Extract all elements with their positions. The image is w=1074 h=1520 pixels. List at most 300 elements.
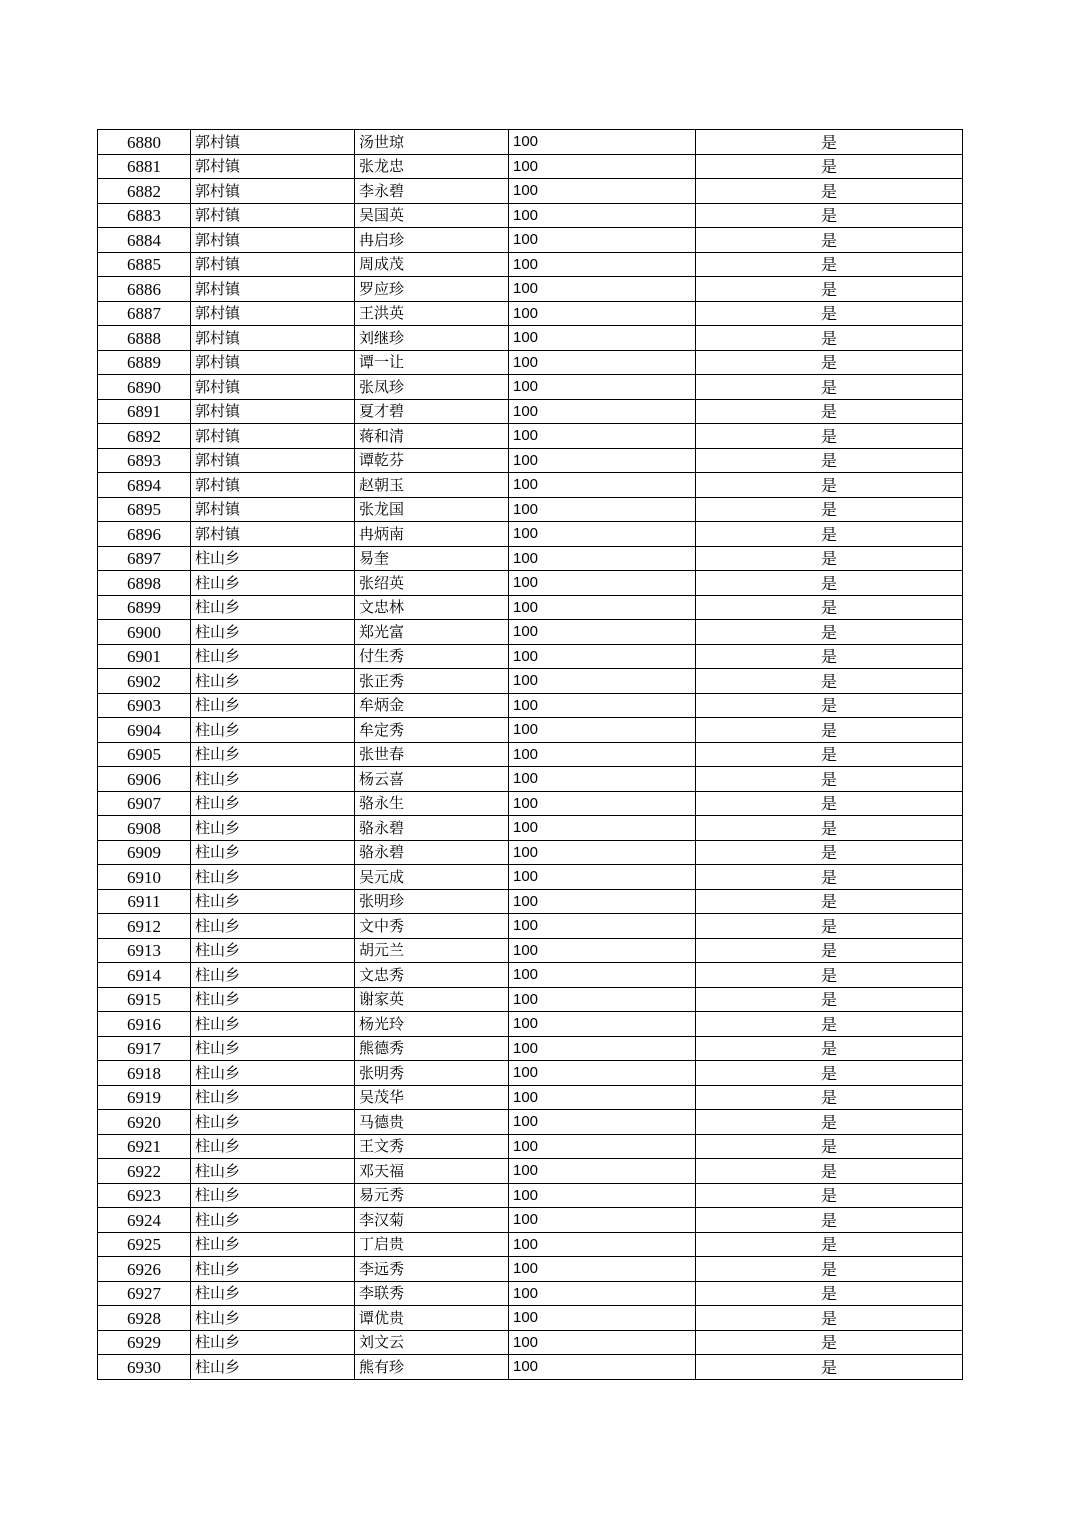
- table-row: [98, 1183, 963, 1208]
- town-cell: 郭村镇: [191, 473, 355, 498]
- amount-cell: 100: [509, 595, 696, 620]
- table-row: [98, 130, 963, 155]
- row-number-cell: 6920: [98, 1110, 191, 1135]
- amount-cell: 100: [509, 350, 696, 375]
- amount-cell: 100: [509, 1208, 696, 1233]
- town-cell: 柱山乡: [191, 1330, 355, 1355]
- person-name-cell: 胡元兰: [355, 938, 509, 963]
- person-name-cell: 张明秀: [355, 1061, 509, 1086]
- amount-cell: 100: [509, 252, 696, 277]
- town-cell: 柱山乡: [191, 620, 355, 645]
- table-row: [98, 914, 963, 939]
- town-cell: 柱山乡: [191, 1208, 355, 1233]
- amount-cell: 100: [509, 1159, 696, 1184]
- table-row: [98, 669, 963, 694]
- table-row: [98, 816, 963, 841]
- row-number-cell: 6930: [98, 1355, 191, 1380]
- town-cell: 郭村镇: [191, 154, 355, 179]
- flag-cell: 是: [696, 497, 963, 522]
- person-name-cell: 张绍英: [355, 571, 509, 596]
- amount-cell: 100: [509, 669, 696, 694]
- town-cell: 郭村镇: [191, 203, 355, 228]
- flag-cell: 是: [696, 301, 963, 326]
- row-number-cell: 6880: [98, 130, 191, 155]
- amount-cell: 100: [509, 889, 696, 914]
- flag-cell: 是: [696, 228, 963, 253]
- person-name-cell: 熊有珍: [355, 1355, 509, 1380]
- town-cell: 柱山乡: [191, 644, 355, 669]
- person-name-cell: 吴国英: [355, 203, 509, 228]
- row-number-cell: 6907: [98, 791, 191, 816]
- flag-cell: 是: [696, 1134, 963, 1159]
- table-row: [98, 1036, 963, 1061]
- row-number-cell: 6890: [98, 375, 191, 400]
- row-number-cell: 6883: [98, 203, 191, 228]
- row-number-cell: 6919: [98, 1085, 191, 1110]
- row-number-cell: 6886: [98, 277, 191, 302]
- person-name-cell: 冉炳南: [355, 522, 509, 547]
- town-cell: 柱山乡: [191, 1355, 355, 1380]
- row-number-cell: 6892: [98, 424, 191, 449]
- flag-cell: 是: [696, 252, 963, 277]
- row-number-cell: 6926: [98, 1257, 191, 1282]
- flag-cell: 是: [696, 718, 963, 743]
- table-row: [98, 791, 963, 816]
- flag-cell: 是: [696, 791, 963, 816]
- table-row: [98, 742, 963, 767]
- table-row: [98, 1306, 963, 1331]
- town-cell: 柱山乡: [191, 963, 355, 988]
- row-number-cell: 6903: [98, 693, 191, 718]
- row-number-cell: 6889: [98, 350, 191, 375]
- flag-cell: 是: [696, 424, 963, 449]
- table-row: [98, 326, 963, 351]
- town-cell: 郭村镇: [191, 326, 355, 351]
- table-row: [98, 963, 963, 988]
- flag-cell: 是: [696, 1306, 963, 1331]
- table-row: [98, 718, 963, 743]
- row-number-cell: 6915: [98, 987, 191, 1012]
- person-name-cell: 蒋和清: [355, 424, 509, 449]
- person-name-cell: 谭优贵: [355, 1306, 509, 1331]
- table-row: [98, 1085, 963, 1110]
- row-number-cell: 6911: [98, 889, 191, 914]
- row-number-cell: 6901: [98, 644, 191, 669]
- table-row: [98, 987, 963, 1012]
- flag-cell: 是: [696, 1036, 963, 1061]
- amount-cell: 100: [509, 1012, 696, 1037]
- flag-cell: 是: [696, 693, 963, 718]
- table-row: [98, 644, 963, 669]
- amount-cell: 100: [509, 130, 696, 155]
- amount-cell: 100: [509, 522, 696, 547]
- flag-cell: 是: [696, 1232, 963, 1257]
- amount-cell: 100: [509, 1110, 696, 1135]
- row-number-cell: 6922: [98, 1159, 191, 1184]
- amount-cell: 100: [509, 203, 696, 228]
- person-name-cell: 李联秀: [355, 1281, 509, 1306]
- table-row: [98, 154, 963, 179]
- table-row: [98, 497, 963, 522]
- row-number-cell: 6896: [98, 522, 191, 547]
- amount-cell: 100: [509, 1134, 696, 1159]
- amount-cell: 100: [509, 179, 696, 204]
- flag-cell: 是: [696, 1012, 963, 1037]
- amount-cell: 100: [509, 865, 696, 890]
- row-number-cell: 6891: [98, 399, 191, 424]
- row-number-cell: 6925: [98, 1232, 191, 1257]
- amount-cell: 100: [509, 963, 696, 988]
- table-row: [98, 424, 963, 449]
- flag-cell: 是: [696, 326, 963, 351]
- amount-cell: 100: [509, 277, 696, 302]
- amount-cell: 100: [509, 1355, 696, 1380]
- town-cell: 郭村镇: [191, 130, 355, 155]
- table-row: [98, 1159, 963, 1184]
- person-name-cell: 汤世琼: [355, 130, 509, 155]
- row-number-cell: 6902: [98, 669, 191, 694]
- person-name-cell: 张明珍: [355, 889, 509, 914]
- person-name-cell: 文忠秀: [355, 963, 509, 988]
- row-number-cell: 6929: [98, 1330, 191, 1355]
- person-name-cell: 易奎: [355, 546, 509, 571]
- flag-cell: 是: [696, 620, 963, 645]
- amount-cell: 100: [509, 644, 696, 669]
- town-cell: 郭村镇: [191, 522, 355, 547]
- flag-cell: 是: [696, 1208, 963, 1233]
- amount-cell: 100: [509, 301, 696, 326]
- person-name-cell: 赵朝玉: [355, 473, 509, 498]
- amount-cell: 100: [509, 742, 696, 767]
- amount-cell: 100: [509, 693, 696, 718]
- flag-cell: 是: [696, 1281, 963, 1306]
- row-number-cell: 6900: [98, 620, 191, 645]
- town-cell: 柱山乡: [191, 1012, 355, 1037]
- town-cell: 柱山乡: [191, 571, 355, 596]
- amount-cell: 100: [509, 1232, 696, 1257]
- town-cell: 郭村镇: [191, 301, 355, 326]
- amount-cell: 100: [509, 473, 696, 498]
- person-name-cell: 邓天福: [355, 1159, 509, 1184]
- flag-cell: 是: [696, 1183, 963, 1208]
- row-number-cell: 6908: [98, 816, 191, 841]
- table-row: [98, 228, 963, 253]
- amount-cell: 100: [509, 1306, 696, 1331]
- amount-cell: 100: [509, 1183, 696, 1208]
- table-row: [98, 350, 963, 375]
- flag-cell: 是: [696, 840, 963, 865]
- person-name-cell: 李永碧: [355, 179, 509, 204]
- town-cell: 柱山乡: [191, 889, 355, 914]
- town-cell: 柱山乡: [191, 1110, 355, 1135]
- table-body: [98, 130, 963, 1380]
- flag-cell: 是: [696, 669, 963, 694]
- town-cell: 柱山乡: [191, 1159, 355, 1184]
- town-cell: 柱山乡: [191, 718, 355, 743]
- town-cell: 柱山乡: [191, 840, 355, 865]
- town-cell: 柱山乡: [191, 1134, 355, 1159]
- person-name-cell: 李汉菊: [355, 1208, 509, 1233]
- row-number-cell: 6893: [98, 448, 191, 473]
- row-number-cell: 6924: [98, 1208, 191, 1233]
- flag-cell: 是: [696, 203, 963, 228]
- row-number-cell: 6904: [98, 718, 191, 743]
- town-cell: 郭村镇: [191, 448, 355, 473]
- amount-cell: 100: [509, 399, 696, 424]
- table-row: [98, 889, 963, 914]
- row-number-cell: 6916: [98, 1012, 191, 1037]
- table-row: [98, 865, 963, 890]
- row-number-cell: 6927: [98, 1281, 191, 1306]
- table-row: [98, 1061, 963, 1086]
- table-row: [98, 1134, 963, 1159]
- row-number-cell: 6910: [98, 865, 191, 890]
- person-name-cell: 吴茂华: [355, 1085, 509, 1110]
- table-row: [98, 767, 963, 792]
- table-row: [98, 938, 963, 963]
- amount-cell: 100: [509, 228, 696, 253]
- person-name-cell: 易元秀: [355, 1183, 509, 1208]
- town-cell: 柱山乡: [191, 987, 355, 1012]
- flag-cell: 是: [696, 350, 963, 375]
- person-name-cell: 熊德秀: [355, 1036, 509, 1061]
- person-name-cell: 文中秀: [355, 914, 509, 939]
- flag-cell: 是: [696, 963, 963, 988]
- town-cell: 郭村镇: [191, 277, 355, 302]
- amount-cell: 100: [509, 571, 696, 596]
- flag-cell: 是: [696, 1355, 963, 1380]
- person-name-cell: 刘文云: [355, 1330, 509, 1355]
- person-name-cell: 谢家英: [355, 987, 509, 1012]
- amount-cell: 100: [509, 987, 696, 1012]
- row-number-cell: 6887: [98, 301, 191, 326]
- person-name-cell: 张世春: [355, 742, 509, 767]
- amount-cell: 100: [509, 718, 696, 743]
- flag-cell: 是: [696, 1085, 963, 1110]
- table-row: [98, 1281, 963, 1306]
- row-number-cell: 6884: [98, 228, 191, 253]
- table-row: [98, 448, 963, 473]
- flag-cell: 是: [696, 277, 963, 302]
- flag-cell: 是: [696, 644, 963, 669]
- amount-cell: 100: [509, 767, 696, 792]
- person-name-cell: 夏才碧: [355, 399, 509, 424]
- row-number-cell: 6894: [98, 473, 191, 498]
- town-cell: 柱山乡: [191, 1036, 355, 1061]
- town-cell: 柱山乡: [191, 1232, 355, 1257]
- amount-cell: 100: [509, 1330, 696, 1355]
- town-cell: 郭村镇: [191, 497, 355, 522]
- row-number-cell: 6882: [98, 179, 191, 204]
- table-row: [98, 375, 963, 400]
- flag-cell: 是: [696, 742, 963, 767]
- town-cell: 柱山乡: [191, 546, 355, 571]
- town-cell: 柱山乡: [191, 595, 355, 620]
- town-cell: 郭村镇: [191, 179, 355, 204]
- flag-cell: 是: [696, 595, 963, 620]
- amount-cell: 100: [509, 424, 696, 449]
- flag-cell: 是: [696, 1110, 963, 1135]
- town-cell: 柱山乡: [191, 693, 355, 718]
- person-name-cell: 文忠林: [355, 595, 509, 620]
- amount-cell: 100: [509, 1061, 696, 1086]
- amount-cell: 100: [509, 938, 696, 963]
- row-number-cell: 6921: [98, 1134, 191, 1159]
- table-row: [98, 1330, 963, 1355]
- row-number-cell: 6895: [98, 497, 191, 522]
- town-cell: 柱山乡: [191, 1085, 355, 1110]
- town-cell: 柱山乡: [191, 1281, 355, 1306]
- person-name-cell: 郑光富: [355, 620, 509, 645]
- amount-cell: 100: [509, 620, 696, 645]
- table-row: [98, 1355, 963, 1380]
- town-cell: 柱山乡: [191, 767, 355, 792]
- amount-cell: 100: [509, 1036, 696, 1061]
- person-name-cell: 冉启珍: [355, 228, 509, 253]
- amount-cell: 100: [509, 448, 696, 473]
- town-cell: 柱山乡: [191, 1183, 355, 1208]
- row-number-cell: 6905: [98, 742, 191, 767]
- town-cell: 郭村镇: [191, 424, 355, 449]
- table-row: [98, 693, 963, 718]
- flag-cell: 是: [696, 1330, 963, 1355]
- table-row: [98, 1012, 963, 1037]
- amount-cell: 100: [509, 840, 696, 865]
- row-number-cell: 6928: [98, 1306, 191, 1331]
- row-number-cell: 6881: [98, 154, 191, 179]
- town-cell: 柱山乡: [191, 865, 355, 890]
- table-row: [98, 179, 963, 204]
- person-name-cell: 李远秀: [355, 1257, 509, 1282]
- row-number-cell: 6899: [98, 595, 191, 620]
- amount-cell: 100: [509, 326, 696, 351]
- row-number-cell: 6918: [98, 1061, 191, 1086]
- amount-cell: 100: [509, 375, 696, 400]
- person-name-cell: 谭一让: [355, 350, 509, 375]
- flag-cell: 是: [696, 399, 963, 424]
- town-cell: 柱山乡: [191, 1306, 355, 1331]
- table-row: [98, 399, 963, 424]
- person-name-cell: 刘继珍: [355, 326, 509, 351]
- table-row: [98, 252, 963, 277]
- person-name-cell: 张凤珍: [355, 375, 509, 400]
- table-row: [98, 203, 963, 228]
- flag-cell: 是: [696, 865, 963, 890]
- amount-cell: 100: [509, 497, 696, 522]
- row-number-cell: 6917: [98, 1036, 191, 1061]
- person-name-cell: 张龙忠: [355, 154, 509, 179]
- person-name-cell: 周成茂: [355, 252, 509, 277]
- person-name-cell: 张龙国: [355, 497, 509, 522]
- table-row: [98, 1257, 963, 1282]
- person-name-cell: 杨光玲: [355, 1012, 509, 1037]
- row-number-cell: 6923: [98, 1183, 191, 1208]
- person-name-cell: 罗应珍: [355, 277, 509, 302]
- row-number-cell: 6897: [98, 546, 191, 571]
- town-cell: 柱山乡: [191, 914, 355, 939]
- flag-cell: 是: [696, 546, 963, 571]
- row-number-cell: 6885: [98, 252, 191, 277]
- table-row: [98, 1110, 963, 1135]
- flag-cell: 是: [696, 767, 963, 792]
- table-row: [98, 522, 963, 547]
- town-cell: 柱山乡: [191, 669, 355, 694]
- person-name-cell: 吴元成: [355, 865, 509, 890]
- row-number-cell: 6888: [98, 326, 191, 351]
- amount-cell: 100: [509, 1257, 696, 1282]
- town-cell: 柱山乡: [191, 742, 355, 767]
- person-name-cell: 杨云喜: [355, 767, 509, 792]
- person-name-cell: 付生秀: [355, 644, 509, 669]
- table-row: [98, 571, 963, 596]
- amount-cell: 100: [509, 816, 696, 841]
- person-name-cell: 骆永碧: [355, 840, 509, 865]
- flag-cell: 是: [696, 154, 963, 179]
- row-number-cell: 6906: [98, 767, 191, 792]
- table-row: [98, 595, 963, 620]
- table-row: [98, 1232, 963, 1257]
- table-row: [98, 620, 963, 645]
- amount-cell: 100: [509, 546, 696, 571]
- person-name-cell: 马德贵: [355, 1110, 509, 1135]
- town-cell: 郭村镇: [191, 375, 355, 400]
- amount-cell: 100: [509, 914, 696, 939]
- data-table: [97, 129, 963, 1380]
- flag-cell: 是: [696, 1061, 963, 1086]
- flag-cell: 是: [696, 571, 963, 596]
- town-cell: 柱山乡: [191, 816, 355, 841]
- town-cell: 柱山乡: [191, 938, 355, 963]
- table-row: [98, 473, 963, 498]
- person-name-cell: 丁启贵: [355, 1232, 509, 1257]
- row-number-cell: 6898: [98, 571, 191, 596]
- table-row: [98, 277, 963, 302]
- person-name-cell: 张正秀: [355, 669, 509, 694]
- flag-cell: 是: [696, 1159, 963, 1184]
- table-row: [98, 546, 963, 571]
- person-name-cell: 骆永碧: [355, 816, 509, 841]
- flag-cell: 是: [696, 448, 963, 473]
- flag-cell: 是: [696, 914, 963, 939]
- town-cell: 郭村镇: [191, 228, 355, 253]
- person-name-cell: 王洪英: [355, 301, 509, 326]
- row-number-cell: 6912: [98, 914, 191, 939]
- flag-cell: 是: [696, 473, 963, 498]
- flag-cell: 是: [696, 889, 963, 914]
- person-name-cell: 谭乾芬: [355, 448, 509, 473]
- row-number-cell: 6909: [98, 840, 191, 865]
- flag-cell: 是: [696, 938, 963, 963]
- amount-cell: 100: [509, 1281, 696, 1306]
- flag-cell: 是: [696, 179, 963, 204]
- person-name-cell: 牟炳金: [355, 693, 509, 718]
- person-name-cell: 王文秀: [355, 1134, 509, 1159]
- town-cell: 柱山乡: [191, 791, 355, 816]
- row-number-cell: 6914: [98, 963, 191, 988]
- flag-cell: 是: [696, 375, 963, 400]
- table-row: [98, 1208, 963, 1233]
- flag-cell: 是: [696, 1257, 963, 1282]
- flag-cell: 是: [696, 130, 963, 155]
- flag-cell: 是: [696, 816, 963, 841]
- town-cell: 郭村镇: [191, 350, 355, 375]
- town-cell: 郭村镇: [191, 399, 355, 424]
- town-cell: 郭村镇: [191, 252, 355, 277]
- amount-cell: 100: [509, 1085, 696, 1110]
- town-cell: 柱山乡: [191, 1061, 355, 1086]
- table-row: [98, 301, 963, 326]
- table-row: [98, 840, 963, 865]
